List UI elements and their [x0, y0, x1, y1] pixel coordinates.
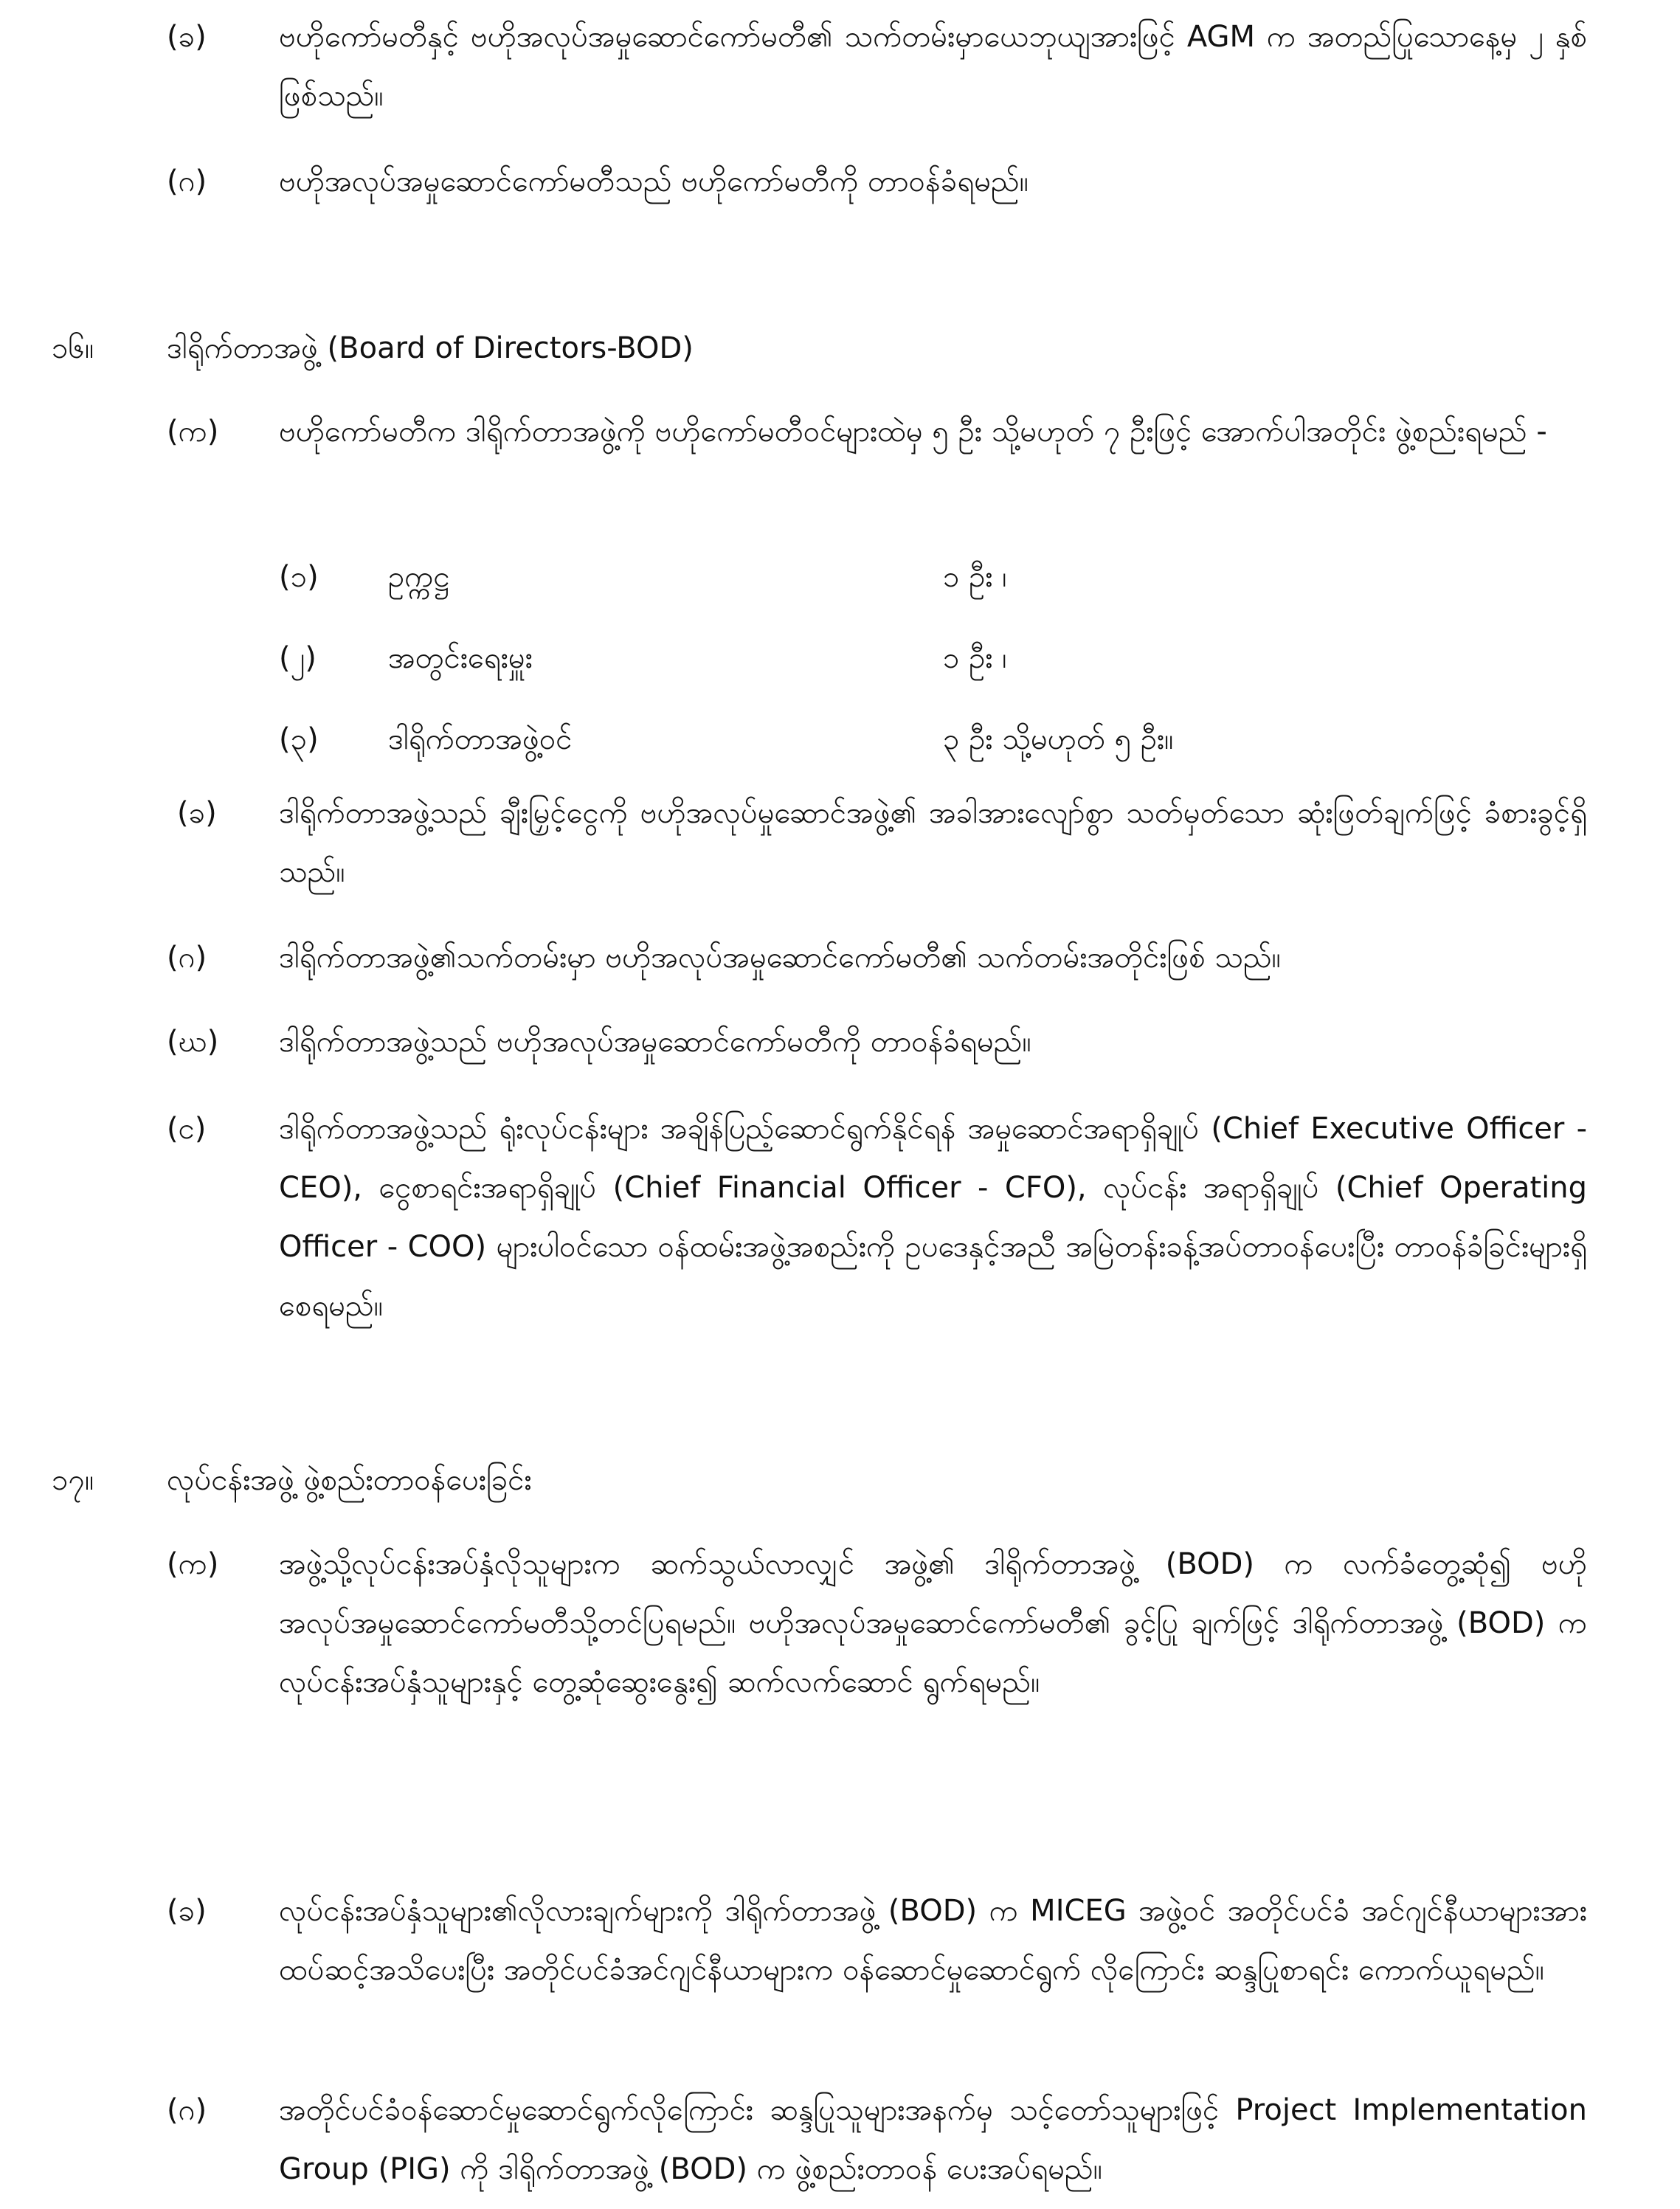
subitem-name: ဒါရိုက်တာအဖွဲ့ဝင်	[388, 722, 573, 756]
section-number: ၁၆။	[52, 331, 94, 365]
clause-text: ဒါရိုက်တာအဖွဲ့သည် ချီးမြှင့်ငွေကို ဗဟိုအလုပ်မှုဆောင်အဖွဲ့၏ အခါအားလျော်စွာ သတ်မှတ်သော ဆုံးဖြတ်ချက်ဖြင့် ခံစားခွင့်ရှိသည်။	[279, 796, 1587, 889]
clause-text: ဒါရိုက်တာအဖွဲ့သည် ဗဟိုအလုပ်အမှုဆောင်ကော်မတီကို တာဝန်ခံရမည်။	[279, 1025, 1031, 1059]
subitem-name: အတွင်းရေးမှူး	[388, 641, 533, 675]
clause-label: (ခ)	[167, 1894, 207, 1928]
subitem-name: ဥက္ကဋ္ဌ	[388, 560, 450, 594]
section-16-clause-ga	[167, 928, 1587, 987]
section-16-heading	[52, 319, 1586, 378]
clause-text: ဒါရိုက်တာအဖွဲ့၏သက်တမ်းမှာ ဗဟိုအလုပ်အမှုဆောင်ကော်မတီ၏ သက်တမ်းအတိုင်းဖြစ် သည်။	[279, 941, 1281, 975]
subitem-director-members	[279, 710, 1587, 769]
section-16-clause-nga	[167, 1099, 1587, 1335]
subitem-chairman	[279, 547, 1587, 606]
clause-label: (ဂ)	[167, 2093, 207, 2127]
clause-label: (ဂ)	[167, 165, 207, 198]
clause-text: ဗဟိုကော်မတီနှင့် ဗဟိုအလုပ်အမှုဆောင်ကော်မတီ၏ သက်တမ်းမှာယေဘုယျအားဖြင့် AGM က အတည်ပြုသောနေ့မှ ၂ နှစ်ဖြစ်သည်။	[279, 20, 1587, 113]
clause-kha-term	[167, 7, 1587, 125]
clause-text: လုပ်ငန်းအပ်နှံသူများ၏လိုလားချက်များကို ဒါရိုက်တာအဖွဲ့ (BOD) က MICEG အဖွဲ့ဝင် အတိုင်ပင်ခံ အင်ဂျင်နီယာများအား ထပ်ဆင့်အသိပေးပြီး အတိုင်ပင်ခံအင်ဂျင်နီယာများက ဝန်ဆောင်မှုဆောင်ရွက် လိုကြောင်း ဆန္ဒပြုစာရင်း ကောက်ယူရမည်။	[279, 1894, 1587, 1987]
clause-text: အဖွဲ့သို့လုပ်ငန်းအပ်နှံလိုသူများက ဆက်သွယ်လာလျှင် အဖွဲ့၏ ဒါရိုက်တာအဖွဲ့ (BOD) က လက်ခံတွေ့ဆုံ၍ ဗဟိုအလုပ်အမှုဆောင်ကော်မတီသို့တင်ပြရမည်။ ဗဟိုအလုပ်အမှုဆောင်ကော်မတီ၏ ခွင့်ပြု ချက်ဖြင့် ဒါရိုက်တာအဖွဲ့ (BOD) က လုပ်ငန်းအပ်နှံသူများနှင့် တွေ့ဆုံဆွေးနွေး၍ ဆက်လက်ဆောင် ရွက်ရမည်။	[279, 1547, 1587, 1699]
subitem-label: (၃)	[279, 722, 319, 756]
subitem-count: ၁ ဦး ၊	[943, 560, 1007, 594]
subitem-label: (၁)	[279, 560, 319, 594]
section-17-clause-kha	[167, 1881, 1587, 1999]
subitem-label: (၂)	[279, 641, 317, 675]
section-17-heading	[52, 1451, 1586, 1510]
section-number: ၁၇။	[52, 1463, 94, 1497]
section-17-clause-ka	[167, 1535, 1587, 1712]
clause-label: (ဃ)	[167, 1025, 219, 1059]
clause-label: (င)	[167, 1112, 207, 1146]
subitem-count: ၁ ဦး ၊	[943, 641, 1007, 675]
clause-ga-responsibility	[167, 152, 1587, 211]
clause-label: (ဂ)	[167, 941, 207, 975]
clause-text: ဗဟိုအလုပ်အမှုဆောင်ကော်မတီသည် ဗဟိုကော်မတီကို တာဝန်ခံရမည်။	[279, 165, 1029, 198]
clause-text: ဒါရိုက်တာအဖွဲ့သည် ရုံးလုပ်ငန်းများ အချိန်ပြည့်ဆောင်ရွက်နိုင်ရန် အမှုဆောင်အရာရှိချုပ် (Chief Executive Officer - CEO), ငွေစာရင်းအရာရှိချုပ် (Chief Financial Officer - CFO), လုပ်ငန်း အရာရှိချုပ် (Chief Operating Officer - COO) များပါဝင်သော ဝန်ထမ်းအဖွဲ့အစည်းကို ဥပဒေနှင့်အညီ အမြဲတန်းခန့်အပ်တာဝန်ပေးပြီး တာဝန်ခံခြင်းများရှိစေရမည်။	[279, 1112, 1587, 1323]
section-title: ဒါရိုက်တာအဖွဲ့ (Board of Directors-BOD)	[167, 331, 694, 365]
clause-text: အတိုင်ပင်ခံဝန်ဆောင်မှုဆောင်ရွက်လိုကြောင်း ဆန္ဒပြုသူများအနက်မှ သင့်တော်သူများဖြင့် Project Implementation Group (PIG) ကို ဒါရိုက်တာအဖွဲ့ (BOD) က ဖွဲ့စည်းတာဝန် ပေးအပ်ရမည်။	[279, 2093, 1587, 2186]
section-title: လုပ်ငန်းအဖွဲ့ ဖွဲ့စည်းတာဝန်ပေးခြင်း	[167, 1463, 532, 1497]
clause-label: (က)	[167, 415, 219, 449]
clause-label: (က)	[167, 1547, 219, 1581]
clause-label: (ခ)	[167, 20, 207, 54]
clause-label: (ခ)	[177, 796, 217, 830]
subitem-count: ၃ ဦး သို့မဟုတ် ၅ ဦး။	[943, 722, 1174, 756]
section-17-clause-ga	[167, 2081, 1587, 2199]
section-16-clause-gha	[167, 1012, 1587, 1071]
clause-text: ဗဟိုကော်မတီက ဒါရိုက်တာအဖွဲ့ကို ဗဟိုကော်မတီဝင်များထဲမှ ၅ ဦး သို့မဟုတ် ၇ ဦးဖြင့် အောက်ပါအတိုင်း ဖွဲ့စည်းရမည် -	[279, 415, 1547, 449]
section-16-clause-ka	[167, 402, 1587, 461]
subitem-secretary	[279, 629, 1587, 688]
section-16-clause-kha	[167, 784, 1587, 902]
